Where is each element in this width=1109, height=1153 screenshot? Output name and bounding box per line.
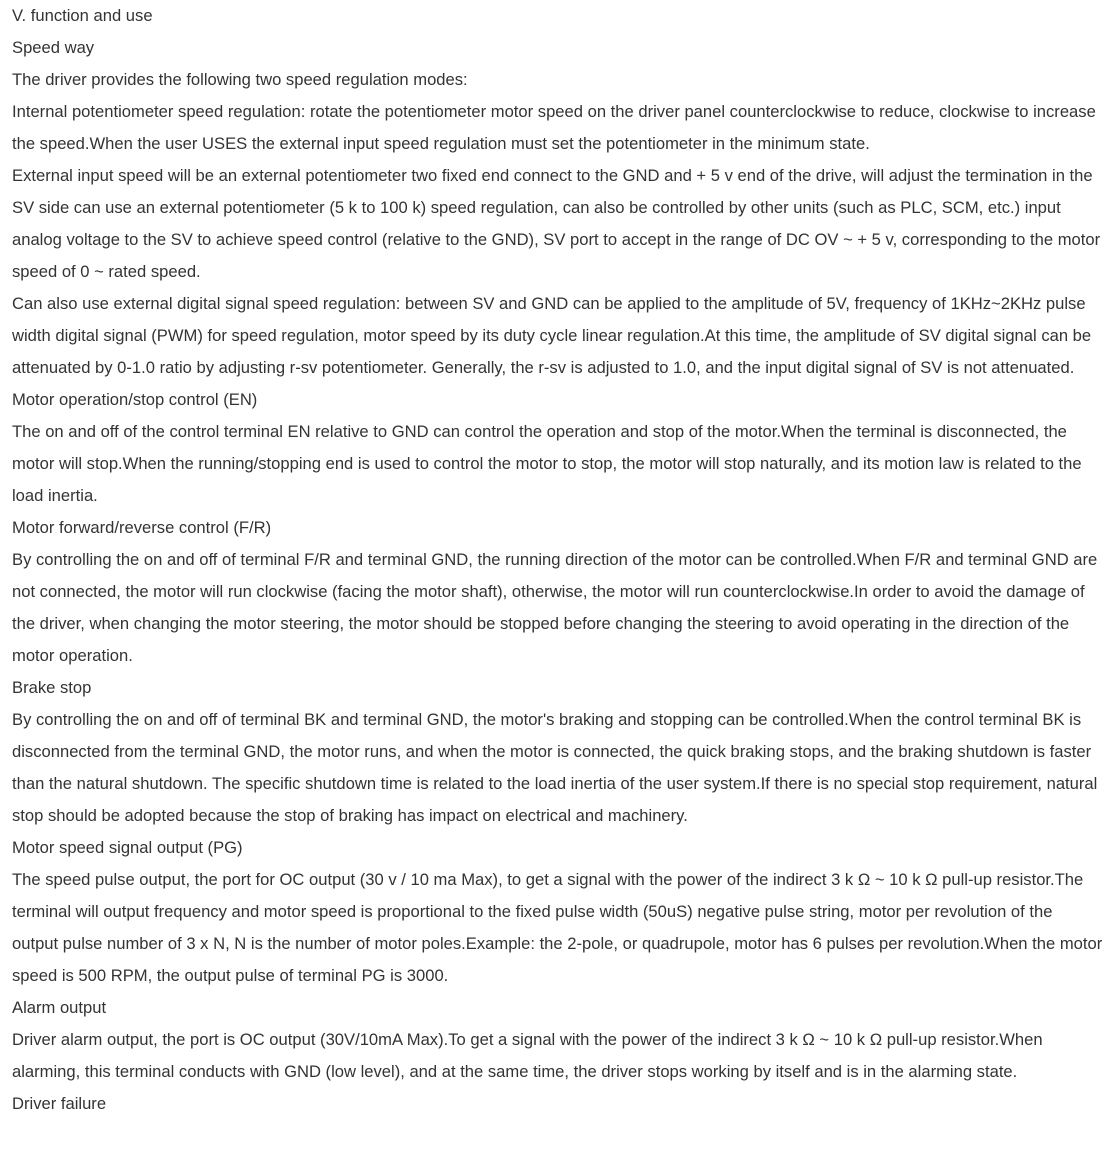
subheading-driver-failure: Driver failure (12, 1094, 107, 1113)
paragraph-digital-signal-speed: Can also use external digital signal speed regulation: between SV and GND can be applied to the amplitude of 5V, frequency of 1KHz~2KHz pulse width digital signal (PWM) for speed regulation, motor speed by its duty cycle linear regulation.At this time, the amplitude of SV digital signal can be attenuated by 0-1.0 ratio by adjusting r-sv potentiometer. Generally, the r-sv is adjusted to 1.0, and the input digital signal of SV is not attenuated. (12, 294, 1092, 377)
subheading-operation-stop-control: Motor operation/stop control (EN) (12, 390, 258, 409)
subheading-brake-stop: Brake stop (12, 678, 92, 697)
paragraph-brake-stop: By controlling the on and off of terminal BK and terminal GND, the motor's braking and stopping can be controlled.When the control terminal BK is disconnected from the terminal GND, the motor runs, and when the motor is connected, the quick braking stops, and the braking shutdown is faster than the natural shutdown. The specific shutdown time is related to the load inertia of the user system.If there is no special stop requirement, natural stop should be adopted because the stop of braking has impact on electrical and machinery. (12, 710, 1098, 825)
paragraph-operation-stop-control: The on and off of the control terminal EN relative to GND can control the operation and stop of the motor.When the terminal is disconnected, the motor will stop.When the running/stopping end is used to control the motor to stop, the motor will stop naturally, and its motion law is related to the load inertia. (12, 422, 1082, 505)
subheading-alarm-output: Alarm output (12, 998, 107, 1017)
subheading-speed-signal-output: Motor speed signal output (PG) (12, 838, 243, 857)
subheading-forward-reverse-control: Motor forward/reverse control (F/R) (12, 518, 272, 537)
paragraph-forward-reverse-control: By controlling the on and off of terminal F/R and terminal GND, the running direction of the motor can be controlled.When F/R and terminal GND are not connected, the motor will run clockwise (facing the motor shaft), otherwise, the motor will run counterclockwise.In order to avoid the damage of the driver, when changing the motor steering, the motor should be stopped before changing the steering to avoid operating in the direction of the motor operation. (12, 550, 1098, 665)
section-title: V. function and use (12, 6, 153, 25)
paragraph-speed-signal-output: The speed pulse output, the port for OC output (30 v / 10 ma Max), to get a signal with the power of the indirect 3 k Ω ~ 10 k Ω pull-up resistor.The terminal will output frequency and motor speed is proportional to the fixed pulse width (50uS) negative pulse string, motor per revolution of the output pulse number of 3 x N, N is the number of motor poles.Example: the 2-pole, or quadrupole, motor has 6 pulses per revolution.When the motor speed is 500 RPM, the output pulse of terminal PG is 3000. (12, 870, 1103, 985)
paragraph-external-input-speed: External input speed will be an external potentiometer two fixed end connect to the GND and + 5 v end of the drive, will adjust the termination in the SV side can use an external potentiometer (5 k to 100 k) speed regulation, can also be controlled by other units (such as PLC, SCM, etc.) input analog voltage to the SV to achieve speed control (relative to the GND), SV port to accept in the range of DC OV ~ + 5 v, corresponding to the motor speed of 0 ~ rated speed. (12, 166, 1101, 281)
subheading-speed-way: Speed way (12, 38, 95, 57)
paragraph-alarm-output: Driver alarm output, the port is OC output (30V/10mA Max).To get a signal with the power of the indirect 3 k Ω ~ 10 k Ω pull-up resistor.When alarming, this terminal conducts with GND (low level), and at the same time, the driver stops working by itself and is in the alarming state. (12, 1030, 1043, 1081)
paragraph-internal-potentiometer: Internal potentiometer speed regulation: rotate the potentiometer motor speed on the driver panel counterclockwise to reduce, clockwise to increase the speed.When the user USES the external input speed regulation must set the potentiometer in the minimum state. (12, 102, 1096, 153)
paragraph-speed-modes-intro: The driver provides the following two speed regulation modes: (12, 70, 468, 89)
